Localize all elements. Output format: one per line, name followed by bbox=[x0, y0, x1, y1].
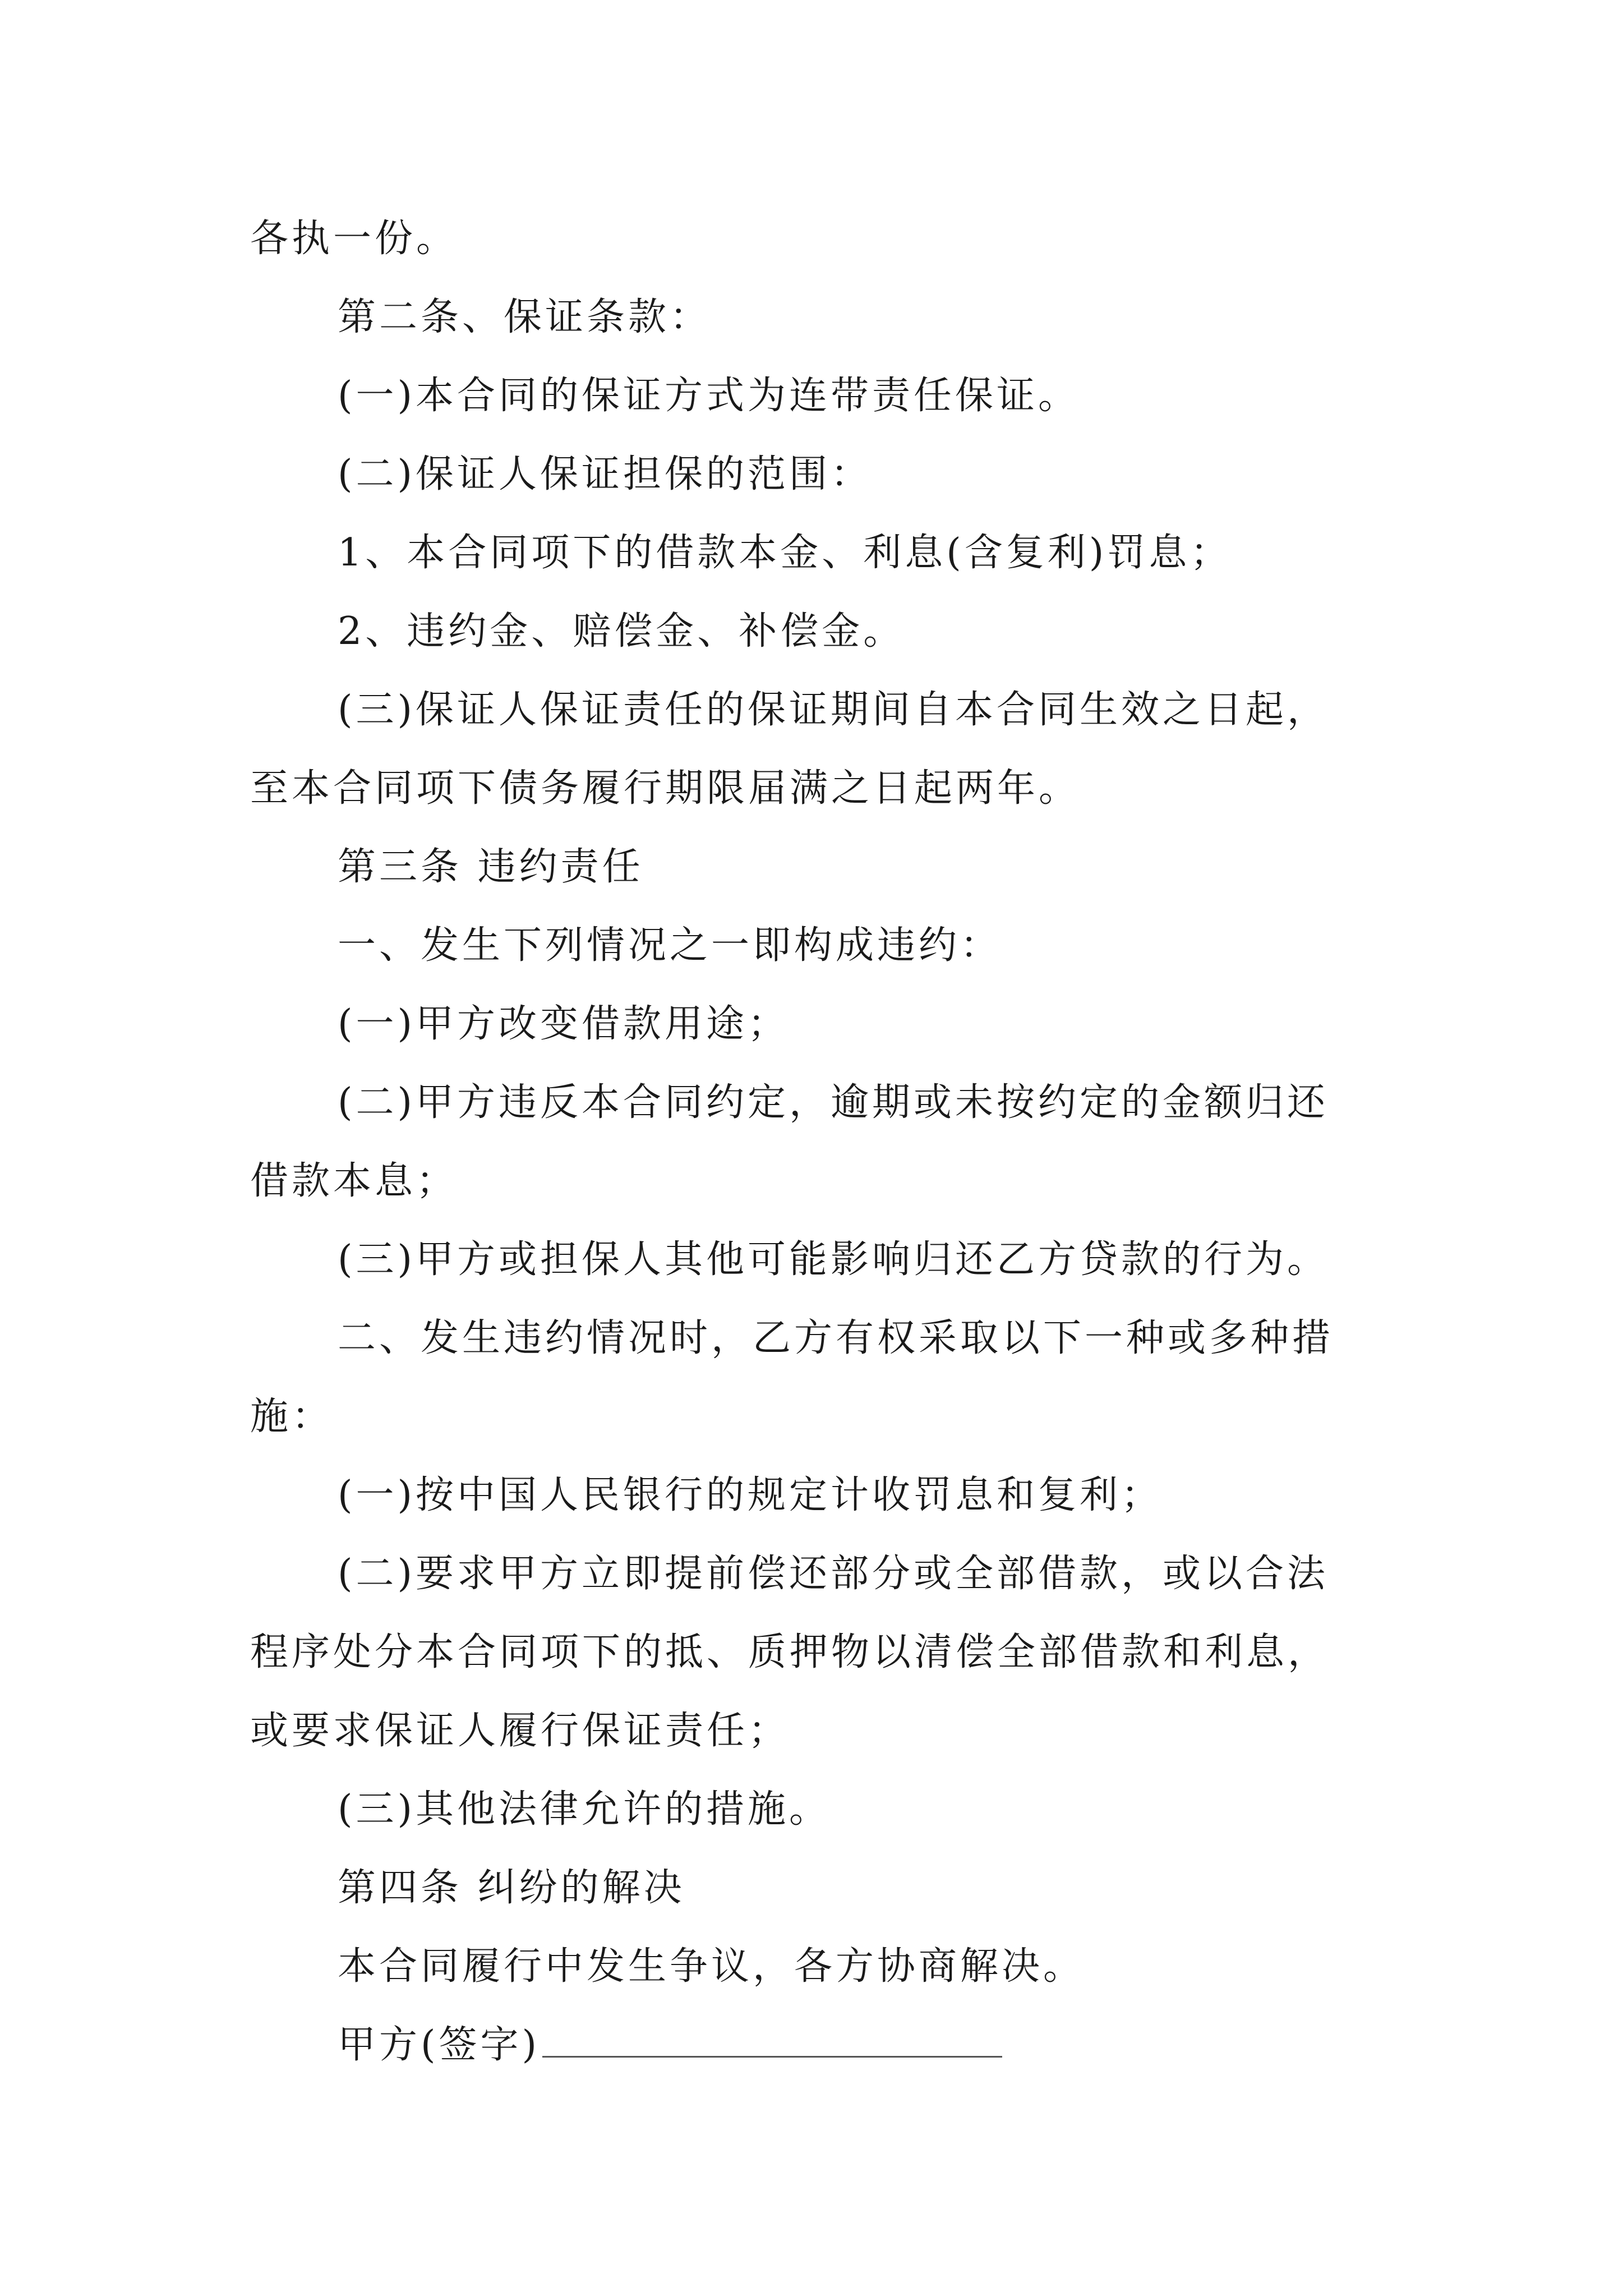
text-line: 本合同履行中发生争议，各方协商解决。 bbox=[338, 1944, 1085, 1989]
text-line: (一)按中国人民银行的规定计收罚息和复利； bbox=[338, 1473, 1163, 1517]
text-line: 2、违约金、赔偿金、补偿金。 bbox=[338, 609, 905, 654]
text-line: 程序处分本合同项下的抵、质押物以清偿全部借款和利息， bbox=[250, 1630, 1330, 1674]
signature-line bbox=[250, 2006, 1422, 2085]
text-line: 各执一份。 bbox=[250, 217, 458, 261]
text-line: 1、本合同项下的借款本金、利息(含复利)罚息； bbox=[338, 531, 1232, 575]
text-line: (一)本合同的保证方式为连带责任保证。 bbox=[338, 374, 1080, 418]
text-line: 二、发生违约情况时，乙方有权采取以下一种或多种措 bbox=[338, 1316, 1334, 1360]
signature-label: 甲方(签字) bbox=[338, 2023, 541, 2067]
section-heading-breach: 第三条 违约责任 bbox=[338, 845, 644, 889]
text-line: 借款本息； bbox=[250, 1159, 458, 1203]
contract-text bbox=[250, 200, 1422, 2085]
text-line: 至本合同项下债务履行期限届满之日起两年。 bbox=[250, 766, 1081, 811]
text-line: (二)要求甲方立即提前偿还部分或全部借款，或以合法 bbox=[338, 1552, 1329, 1596]
section-heading-dispute: 第四条 纠纷的解决 bbox=[338, 1866, 685, 1910]
text-line: 施： bbox=[250, 1395, 334, 1439]
signature-blank bbox=[542, 2024, 1002, 2058]
text-line: (三)保证人保证责任的保证期间自本合同生效之日起， bbox=[338, 688, 1329, 732]
text-line: (三)其他法律允许的措施。 bbox=[338, 1787, 831, 1832]
text-line: (二)甲方违反本合同约定，逾期或未按约定的金额归还 bbox=[338, 1080, 1329, 1125]
text-line: (二)保证人保证担保的范围： bbox=[338, 452, 873, 496]
text-line: (一)甲方改变借款用途； bbox=[338, 1002, 790, 1046]
text-line: 一、发生下列情况之一即构成违约： bbox=[338, 923, 1002, 968]
text-line: (三)甲方或担保人其他可能影响归还乙方贷款的行为。 bbox=[338, 1237, 1329, 1282]
section-heading-guarantee: 第二条、保证条款： bbox=[338, 295, 712, 339]
text-line: 或要求保证人履行保证责任； bbox=[250, 1709, 790, 1753]
